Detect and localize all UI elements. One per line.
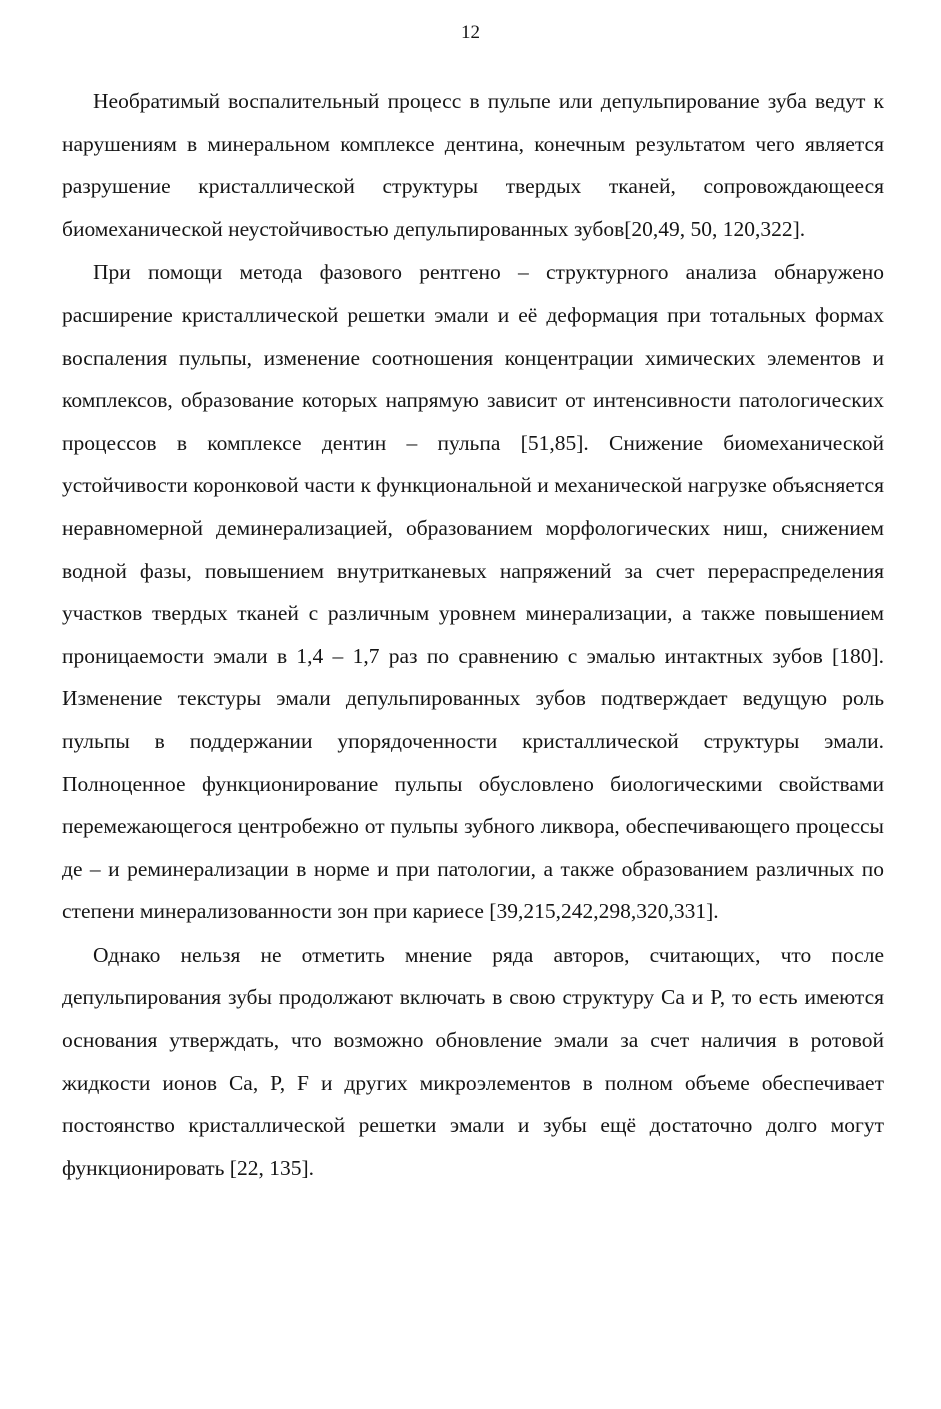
paragraph-1: Необратимый воспалительный процесс в пульпе или депульпирование зуба ведут к нарушениям в минеральном комплексе дентина, конечным результатом чего является разрушение кристаллической структуры твердых тканей, сопровождающееся биомеханической неустойчивостью депульпированных зубов[20,49, 50, 120,322]. [62,89,884,241]
paragraph-3: Однако нельзя не отметить мнение ряда авторов, считающих, что после депульпирования зубы продолжают включать в свою структуру Ca и P, то есть имеются основания утверждать, что возможно обновление эмали за счет наличия в ротовой жидкости ионов Ca, P, F и других микроэлементов в полном объеме обеспечивает постоянство кристаллической решетки эмали и зубы ещё достаточно долго могут функционировать [22, 135]. [62,942,884,1180]
body-text [62,80,884,1189]
page-number: 12 [461,22,480,43]
paragraph-2: При помощи метода фазового рентгено – структурного анализа обнаружено расширение кристаллической решетки эмали и её деформация при тотальных формах воспаления пульпы, изменение соотношения концентрации химических элементов и комплексов, образование которых напрямую зависит от интенсивности патологических процессов в комплексе дентин – пульпа [51,85]. Снижение биомеханической устойчивости коронковой части к функциональной и механической нагрузке объясняется неравномерной деминерализацией, образованием морфологических ниш, снижением водной фазы, повышением внутритканевых напряжений за счет перераспределения участков твердых тканей с различным уровнем минерализации, а также повышением проницаемости эмали в 1,4 – 1,7 раз по сравнению с эмалью интактных зубов [180]. Изменение текстуры эмали депульпированных зубов подтверждает ведущую роль пульпы в поддержании упорядоченности кристаллической структуры эмали. Полноценное функционирование пульпы обусловлено биологическими свойствами перемежающегося центробежно от пульпы зубного ликвора, обеспечивающего процессы де – и реминерализации в норме и при патологии, а также образованием различных по степени минерализованности зон при кариесе [39,215,242,298,320,331]. [62,260,884,924]
